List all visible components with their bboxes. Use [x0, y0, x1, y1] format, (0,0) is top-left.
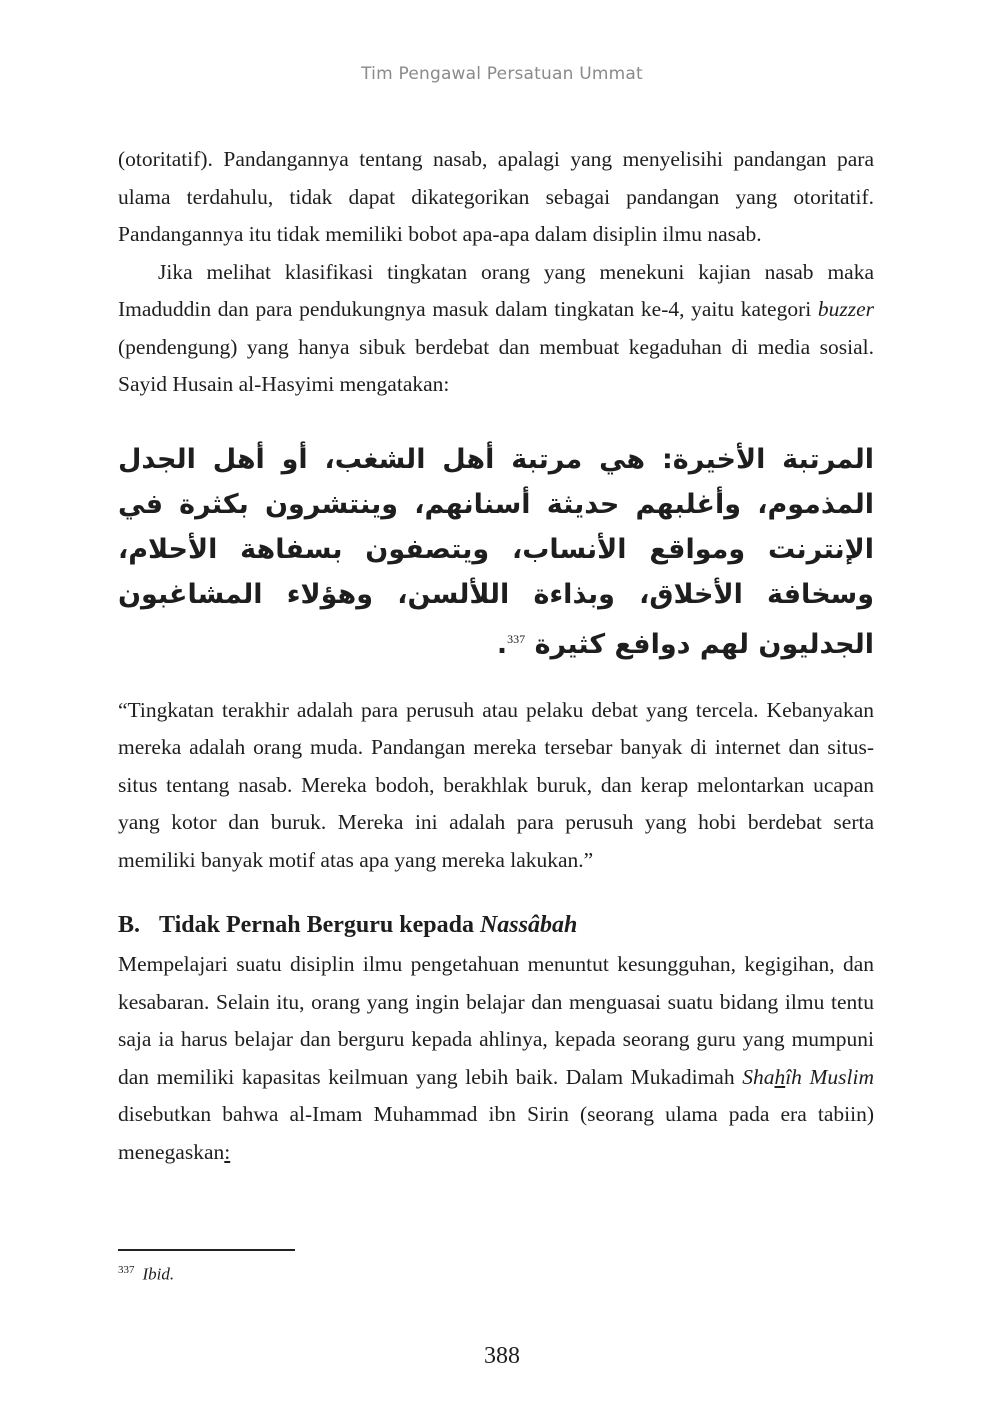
section-letter: B. [118, 912, 141, 938]
footnote-text: Ibid. [142, 1264, 175, 1284]
arabic-quotation-text: المرتبة الأخيرة: هي مرتبة أهل الشغب، أو أهل الجدل المذموم، وأغلبهم حديثة أسنانهم، وينتشرون بكثرة في الإنترنت ومواقع الأنساب، ويتصفون بسفاهة الأحلام، وسخافة الأخلاق، وبذاءة اللألسن، وهؤلاء المشاغبون الجدليون لهم دوافع كثيرة [118, 443, 874, 660]
footnote-337 [118, 1264, 174, 1285]
footnote-ref-337[interactable]: 337 [507, 631, 526, 646]
section-title-term: Nassâbah [479, 912, 578, 938]
section-heading-b [118, 908, 874, 942]
footnote-number: 337 [118, 1264, 135, 1276]
arabic-end-mark: . [496, 628, 508, 660]
book-title-part-a: Sha [742, 1064, 775, 1089]
page-content [118, 141, 874, 1171]
paragraph-klasifikasi-end: (pendengung) yang hanya sibuk berdebat dan membuat kegaduhan di media sosial. Sayid Husain al-Hasyimi mengatakan: [118, 334, 874, 396]
arabic-quotation [118, 437, 874, 667]
paragraph-mempelajari [118, 946, 874, 1171]
paragraph-klasifikasi-start: Jika melihat klasifikasi tingkatan orang yang menekuni kajian nasab maka Imaduddin dan para pendukungnya masuk dalam tingkatan ke-4, yaitu kategori [118, 259, 874, 321]
translation-paragraph: “Tingkatan terakhir adalah para perusuh atau pelaku debat yang tercela. Kebanyakan mereka adalah orang muda. Pandangan mereka tersebar banyak di internet dan situs-situs tentang nasab. Mereka bodoh, berakhlak buruk, dan kerap melontarkan ucapan yang kotor dan buruk. Mereka ini adalah para perusuh yang hobi berdebat serta memiliki banyak motif atas apa yang mereka lakukan.” [118, 697, 874, 872]
underlined-colon: : [224, 1139, 231, 1164]
footnote-divider [118, 1249, 295, 1251]
page-number: 388 [484, 1343, 520, 1369]
book-title-part-b: îh Muslim [785, 1064, 875, 1089]
book-title-shahih-muslim [742, 1065, 874, 1089]
term-buzzer: buzzer [817, 297, 874, 321]
paragraph-otoritatif: (otoritatif). Pandangannya tentang nasab, apalagi yang menyelisihi pandangan para ulama terdahulu, tidak dapat dikategorikan sebagai pandangan yang otoritatif. Pandangannya itu tidak memiliki bobot apa-apa dalam disiplin ilmu nasab. [118, 147, 874, 246]
book-title-underlined-h: h [774, 1064, 786, 1089]
paragraph-mempelajari-start: Mempelajari suatu disiplin ilmu pengetahuan menuntut kesungguhan, kegigihan, dan kesabaran. Selain itu, orang yang ingin belajar dan menguasai suatu bidang ilmu tentu saja ia harus belajar dan berguru kepada ahlinya, kepada seorang guru yang mumpuni dan memiliki kapasitas keilmuan yang lebih baik. Dalam Mukadimah [118, 952, 874, 1089]
paragraph-klasifikasi [118, 254, 874, 404]
section-title: Tidak Pernah Berguru kepada [159, 912, 480, 938]
paragraph-mempelajari-end: disebutkan bahwa al-Imam Muhammad ibn Sirin (seorang ulama pada era tabiin) menegaskan [118, 1102, 874, 1164]
running-header: Tim Pengawal Persatuan Ummat [361, 64, 643, 84]
